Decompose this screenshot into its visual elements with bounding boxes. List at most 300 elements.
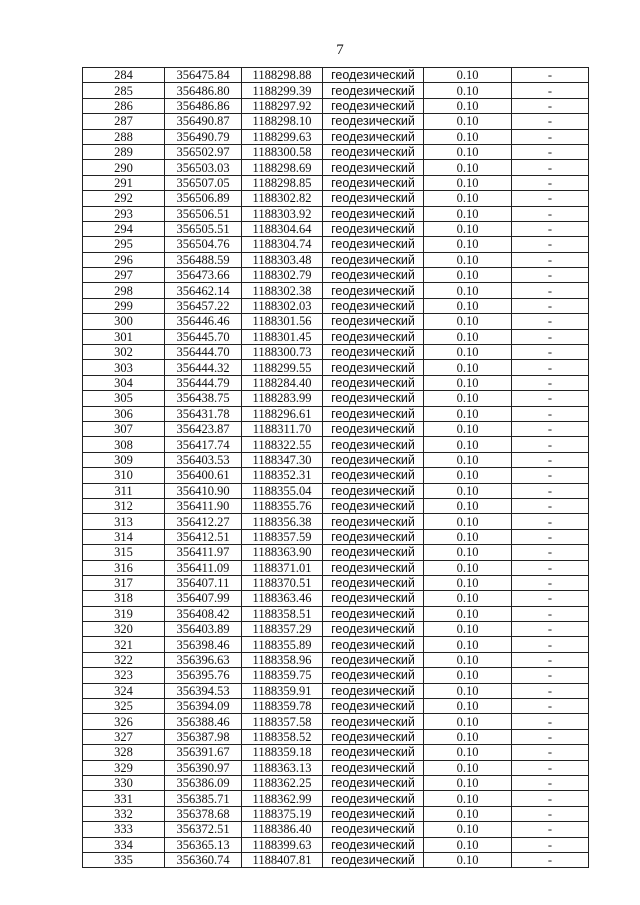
point-number-cell: 321 bbox=[83, 637, 165, 652]
precision-cell: 0.10 bbox=[424, 745, 512, 760]
point-number-cell: 296 bbox=[83, 252, 165, 267]
x-coordinate-cell: 356411.90 bbox=[165, 498, 242, 513]
point-number-cell: 284 bbox=[83, 68, 165, 83]
precision-cell: 0.10 bbox=[424, 498, 512, 513]
precision-cell: 0.10 bbox=[424, 699, 512, 714]
y-coordinate-cell: 1188357.29 bbox=[242, 622, 323, 637]
precision-cell: 0.10 bbox=[424, 837, 512, 852]
x-coordinate-cell: 356407.11 bbox=[165, 575, 242, 590]
y-coordinate-cell: 1188359.18 bbox=[242, 745, 323, 760]
description-cell: - bbox=[512, 221, 589, 236]
table-row bbox=[83, 314, 589, 329]
method-cell: геодезический bbox=[323, 391, 424, 406]
precision-cell: 0.10 bbox=[424, 760, 512, 775]
x-coordinate-cell: 356457.22 bbox=[165, 298, 242, 313]
table-row bbox=[83, 114, 589, 129]
x-coordinate-cell: 356378.68 bbox=[165, 806, 242, 821]
point-number-cell: 290 bbox=[83, 160, 165, 175]
x-coordinate-cell: 356431.78 bbox=[165, 406, 242, 421]
method-cell: геодезический bbox=[323, 699, 424, 714]
method-cell: геодезический bbox=[323, 175, 424, 190]
x-coordinate-cell: 356412.51 bbox=[165, 529, 242, 544]
table-row bbox=[83, 175, 589, 190]
description-cell: - bbox=[512, 345, 589, 360]
point-number-cell: 317 bbox=[83, 575, 165, 590]
method-cell: геодезический bbox=[323, 760, 424, 775]
x-coordinate-cell: 356506.89 bbox=[165, 191, 242, 206]
x-coordinate-cell: 356486.80 bbox=[165, 83, 242, 98]
x-coordinate-cell: 356396.63 bbox=[165, 652, 242, 667]
precision-cell: 0.10 bbox=[424, 237, 512, 252]
precision-cell: 0.10 bbox=[424, 483, 512, 498]
method-cell: геодезический bbox=[323, 637, 424, 652]
method-cell: геодезический bbox=[323, 575, 424, 590]
description-cell: - bbox=[512, 683, 589, 698]
precision-cell: 0.10 bbox=[424, 452, 512, 467]
point-number-cell: 293 bbox=[83, 206, 165, 221]
description-cell: - bbox=[512, 529, 589, 544]
point-number-cell: 325 bbox=[83, 699, 165, 714]
x-coordinate-cell: 356403.89 bbox=[165, 622, 242, 637]
x-coordinate-cell: 356462.14 bbox=[165, 283, 242, 298]
point-number-cell: 326 bbox=[83, 714, 165, 729]
y-coordinate-cell: 1188299.55 bbox=[242, 360, 323, 375]
method-cell: геодезический bbox=[323, 283, 424, 298]
point-number-cell: 311 bbox=[83, 483, 165, 498]
precision-cell: 0.10 bbox=[424, 668, 512, 683]
y-coordinate-cell: 1188347.30 bbox=[242, 452, 323, 467]
point-number-cell: 294 bbox=[83, 221, 165, 236]
description-cell: - bbox=[512, 791, 589, 806]
y-coordinate-cell: 1188358.51 bbox=[242, 606, 323, 621]
y-coordinate-cell: 1188359.78 bbox=[242, 699, 323, 714]
description-cell: - bbox=[512, 329, 589, 344]
method-cell: геодезический bbox=[323, 822, 424, 837]
method-cell: геодезический bbox=[323, 498, 424, 513]
precision-cell: 0.10 bbox=[424, 391, 512, 406]
point-number-cell: 331 bbox=[83, 791, 165, 806]
method-cell: геодезический bbox=[323, 406, 424, 421]
point-number-cell: 335 bbox=[83, 852, 165, 867]
method-cell: геодезический bbox=[323, 852, 424, 867]
point-number-cell: 301 bbox=[83, 329, 165, 344]
table-row bbox=[83, 391, 589, 406]
description-cell: - bbox=[512, 606, 589, 621]
y-coordinate-cell: 1188302.38 bbox=[242, 283, 323, 298]
table-row bbox=[83, 144, 589, 159]
method-cell: геодезический bbox=[323, 529, 424, 544]
table-row bbox=[83, 406, 589, 421]
y-coordinate-cell: 1188359.91 bbox=[242, 683, 323, 698]
method-cell: геодезический bbox=[323, 360, 424, 375]
precision-cell: 0.10 bbox=[424, 268, 512, 283]
point-number-cell: 291 bbox=[83, 175, 165, 190]
x-coordinate-cell: 356445.70 bbox=[165, 329, 242, 344]
method-cell: геодезический bbox=[323, 268, 424, 283]
x-coordinate-cell: 356394.53 bbox=[165, 683, 242, 698]
description-cell: - bbox=[512, 391, 589, 406]
x-coordinate-cell: 356372.51 bbox=[165, 822, 242, 837]
precision-cell: 0.10 bbox=[424, 68, 512, 83]
x-coordinate-cell: 356473.66 bbox=[165, 268, 242, 283]
table-row bbox=[83, 206, 589, 221]
description-cell: - bbox=[512, 237, 589, 252]
method-cell: геодезический bbox=[323, 622, 424, 637]
method-cell: геодезический bbox=[323, 160, 424, 175]
y-coordinate-cell: 1188355.89 bbox=[242, 637, 323, 652]
y-coordinate-cell: 1188352.31 bbox=[242, 468, 323, 483]
description-cell: - bbox=[512, 175, 589, 190]
description-cell: - bbox=[512, 129, 589, 144]
precision-cell: 0.10 bbox=[424, 160, 512, 175]
method-cell: геодезический bbox=[323, 345, 424, 360]
precision-cell: 0.10 bbox=[424, 714, 512, 729]
description-cell: - bbox=[512, 268, 589, 283]
description-cell: - bbox=[512, 421, 589, 436]
method-cell: геодезический bbox=[323, 468, 424, 483]
y-coordinate-cell: 1188300.73 bbox=[242, 345, 323, 360]
method-cell: геодезический bbox=[323, 252, 424, 267]
point-number-cell: 322 bbox=[83, 652, 165, 667]
table-row bbox=[83, 514, 589, 529]
table-row bbox=[83, 837, 589, 852]
precision-cell: 0.10 bbox=[424, 298, 512, 313]
description-cell: - bbox=[512, 514, 589, 529]
point-number-cell: 330 bbox=[83, 775, 165, 790]
method-cell: геодезический bbox=[323, 83, 424, 98]
precision-cell: 0.10 bbox=[424, 114, 512, 129]
description-cell: - bbox=[512, 375, 589, 390]
precision-cell: 0.10 bbox=[424, 468, 512, 483]
x-coordinate-cell: 356411.97 bbox=[165, 545, 242, 560]
description-cell: - bbox=[512, 483, 589, 498]
y-coordinate-cell: 1188358.52 bbox=[242, 729, 323, 744]
table-row bbox=[83, 560, 589, 575]
table-row bbox=[83, 760, 589, 775]
description-cell: - bbox=[512, 468, 589, 483]
y-coordinate-cell: 1188322.55 bbox=[242, 437, 323, 452]
point-number-cell: 328 bbox=[83, 745, 165, 760]
y-coordinate-cell: 1188371.01 bbox=[242, 560, 323, 575]
description-cell: - bbox=[512, 252, 589, 267]
point-number-cell: 303 bbox=[83, 360, 165, 375]
point-number-cell: 312 bbox=[83, 498, 165, 513]
x-coordinate-cell: 356475.84 bbox=[165, 68, 242, 83]
y-coordinate-cell: 1188357.59 bbox=[242, 529, 323, 544]
x-coordinate-cell: 356400.61 bbox=[165, 468, 242, 483]
table-row bbox=[83, 852, 589, 867]
method-cell: геодезический bbox=[323, 591, 424, 606]
x-coordinate-cell: 356403.53 bbox=[165, 452, 242, 467]
method-cell: геодезический bbox=[323, 452, 424, 467]
precision-cell: 0.10 bbox=[424, 622, 512, 637]
table-row bbox=[83, 775, 589, 790]
y-coordinate-cell: 1188375.19 bbox=[242, 806, 323, 821]
description-cell: - bbox=[512, 437, 589, 452]
description-cell: - bbox=[512, 806, 589, 821]
y-coordinate-cell: 1188363.46 bbox=[242, 591, 323, 606]
method-cell: геодезический bbox=[323, 237, 424, 252]
y-coordinate-cell: 1188302.03 bbox=[242, 298, 323, 313]
table-row bbox=[83, 421, 589, 436]
y-coordinate-cell: 1188370.51 bbox=[242, 575, 323, 590]
method-cell: геодезический bbox=[323, 114, 424, 129]
point-number-cell: 307 bbox=[83, 421, 165, 436]
table-row bbox=[83, 714, 589, 729]
point-number-cell: 324 bbox=[83, 683, 165, 698]
description-cell: - bbox=[512, 637, 589, 652]
y-coordinate-cell: 1188299.39 bbox=[242, 83, 323, 98]
x-coordinate-cell: 356444.32 bbox=[165, 360, 242, 375]
x-coordinate-cell: 356408.42 bbox=[165, 606, 242, 621]
method-cell: геодезический bbox=[323, 129, 424, 144]
y-coordinate-cell: 1188303.48 bbox=[242, 252, 323, 267]
table-row bbox=[83, 237, 589, 252]
point-number-cell: 306 bbox=[83, 406, 165, 421]
y-coordinate-cell: 1188298.69 bbox=[242, 160, 323, 175]
precision-cell: 0.10 bbox=[424, 206, 512, 221]
method-cell: геодезический bbox=[323, 144, 424, 159]
method-cell: геодезический bbox=[323, 329, 424, 344]
method-cell: геодезический bbox=[323, 560, 424, 575]
table-row bbox=[83, 591, 589, 606]
table-row bbox=[83, 652, 589, 667]
precision-cell: 0.10 bbox=[424, 144, 512, 159]
description-cell: - bbox=[512, 545, 589, 560]
point-number-cell: 320 bbox=[83, 622, 165, 637]
x-coordinate-cell: 356395.76 bbox=[165, 668, 242, 683]
description-cell: - bbox=[512, 406, 589, 421]
table-row bbox=[83, 545, 589, 560]
table-row bbox=[83, 745, 589, 760]
point-number-cell: 334 bbox=[83, 837, 165, 852]
precision-cell: 0.10 bbox=[424, 98, 512, 113]
point-number-cell: 329 bbox=[83, 760, 165, 775]
table-row bbox=[83, 83, 589, 98]
method-cell: геодезический bbox=[323, 714, 424, 729]
method-cell: геодезический bbox=[323, 483, 424, 498]
y-coordinate-cell: 1188298.10 bbox=[242, 114, 323, 129]
point-number-cell: 313 bbox=[83, 514, 165, 529]
method-cell: геодезический bbox=[323, 652, 424, 667]
point-number-cell: 319 bbox=[83, 606, 165, 621]
y-coordinate-cell: 1188407.81 bbox=[242, 852, 323, 867]
precision-cell: 0.10 bbox=[424, 806, 512, 821]
x-coordinate-cell: 356444.79 bbox=[165, 375, 242, 390]
x-coordinate-cell: 356488.59 bbox=[165, 252, 242, 267]
table-row bbox=[83, 699, 589, 714]
x-coordinate-cell: 356486.86 bbox=[165, 98, 242, 113]
table-row bbox=[83, 98, 589, 113]
table-row bbox=[83, 575, 589, 590]
description-cell: - bbox=[512, 729, 589, 744]
point-number-cell: 308 bbox=[83, 437, 165, 452]
precision-cell: 0.10 bbox=[424, 191, 512, 206]
precision-cell: 0.10 bbox=[424, 345, 512, 360]
y-coordinate-cell: 1188284.40 bbox=[242, 375, 323, 390]
table-row bbox=[83, 283, 589, 298]
precision-cell: 0.10 bbox=[424, 575, 512, 590]
precision-cell: 0.10 bbox=[424, 283, 512, 298]
precision-cell: 0.10 bbox=[424, 360, 512, 375]
description-cell: - bbox=[512, 206, 589, 221]
table-row bbox=[83, 252, 589, 267]
x-coordinate-cell: 356490.79 bbox=[165, 129, 242, 144]
precision-cell: 0.10 bbox=[424, 129, 512, 144]
point-number-cell: 286 bbox=[83, 98, 165, 113]
precision-cell: 0.10 bbox=[424, 83, 512, 98]
table-row bbox=[83, 822, 589, 837]
precision-cell: 0.10 bbox=[424, 421, 512, 436]
y-coordinate-cell: 1188298.88 bbox=[242, 68, 323, 83]
point-number-cell: 318 bbox=[83, 591, 165, 606]
y-coordinate-cell: 1188298.85 bbox=[242, 175, 323, 190]
precision-cell: 0.10 bbox=[424, 852, 512, 867]
precision-cell: 0.10 bbox=[424, 375, 512, 390]
table-row bbox=[83, 298, 589, 313]
table-row bbox=[83, 498, 589, 513]
method-cell: геодезический bbox=[323, 298, 424, 313]
method-cell: геодезический bbox=[323, 221, 424, 236]
table-row bbox=[83, 791, 589, 806]
method-cell: геодезический bbox=[323, 791, 424, 806]
point-number-cell: 288 bbox=[83, 129, 165, 144]
y-coordinate-cell: 1188357.58 bbox=[242, 714, 323, 729]
y-coordinate-cell: 1188302.82 bbox=[242, 191, 323, 206]
x-coordinate-cell: 356502.97 bbox=[165, 144, 242, 159]
precision-cell: 0.10 bbox=[424, 221, 512, 236]
table-row bbox=[83, 637, 589, 652]
y-coordinate-cell: 1188304.74 bbox=[242, 237, 323, 252]
precision-cell: 0.10 bbox=[424, 652, 512, 667]
point-number-cell: 314 bbox=[83, 529, 165, 544]
y-coordinate-cell: 1188311.70 bbox=[242, 421, 323, 436]
y-coordinate-cell: 1188355.76 bbox=[242, 498, 323, 513]
description-cell: - bbox=[512, 591, 589, 606]
point-number-cell: 305 bbox=[83, 391, 165, 406]
method-cell: геодезический bbox=[323, 514, 424, 529]
precision-cell: 0.10 bbox=[424, 822, 512, 837]
point-number-cell: 295 bbox=[83, 237, 165, 252]
table-row bbox=[83, 468, 589, 483]
precision-cell: 0.10 bbox=[424, 637, 512, 652]
x-coordinate-cell: 356391.67 bbox=[165, 745, 242, 760]
y-coordinate-cell: 1188363.13 bbox=[242, 760, 323, 775]
description-cell: - bbox=[512, 775, 589, 790]
precision-cell: 0.10 bbox=[424, 406, 512, 421]
x-coordinate-cell: 356410.90 bbox=[165, 483, 242, 498]
y-coordinate-cell: 1188299.63 bbox=[242, 129, 323, 144]
description-cell: - bbox=[512, 699, 589, 714]
y-coordinate-cell: 1188386.40 bbox=[242, 822, 323, 837]
x-coordinate-cell: 356388.46 bbox=[165, 714, 242, 729]
description-cell: - bbox=[512, 191, 589, 206]
method-cell: геодезический bbox=[323, 206, 424, 221]
table-row bbox=[83, 483, 589, 498]
table-row bbox=[83, 129, 589, 144]
precision-cell: 0.10 bbox=[424, 591, 512, 606]
y-coordinate-cell: 1188358.96 bbox=[242, 652, 323, 667]
y-coordinate-cell: 1188300.58 bbox=[242, 144, 323, 159]
description-cell: - bbox=[512, 160, 589, 175]
x-coordinate-cell: 356490.87 bbox=[165, 114, 242, 129]
point-number-cell: 323 bbox=[83, 668, 165, 683]
x-coordinate-cell: 356504.76 bbox=[165, 237, 242, 252]
precision-cell: 0.10 bbox=[424, 606, 512, 621]
y-coordinate-cell: 1188303.92 bbox=[242, 206, 323, 221]
method-cell: геодезический bbox=[323, 606, 424, 621]
x-coordinate-cell: 356444.70 bbox=[165, 345, 242, 360]
point-number-cell: 304 bbox=[83, 375, 165, 390]
table-row bbox=[83, 329, 589, 344]
precision-cell: 0.10 bbox=[424, 252, 512, 267]
description-cell: - bbox=[512, 283, 589, 298]
point-number-cell: 315 bbox=[83, 545, 165, 560]
point-number-cell: 310 bbox=[83, 468, 165, 483]
description-cell: - bbox=[512, 314, 589, 329]
description-cell: - bbox=[512, 144, 589, 159]
y-coordinate-cell: 1188356.38 bbox=[242, 514, 323, 529]
precision-cell: 0.10 bbox=[424, 791, 512, 806]
x-coordinate-cell: 356390.97 bbox=[165, 760, 242, 775]
description-cell: - bbox=[512, 68, 589, 83]
method-cell: геодезический bbox=[323, 314, 424, 329]
description-cell: - bbox=[512, 98, 589, 113]
description-cell: - bbox=[512, 622, 589, 637]
table-row bbox=[83, 68, 589, 83]
precision-cell: 0.10 bbox=[424, 437, 512, 452]
y-coordinate-cell: 1188297.92 bbox=[242, 98, 323, 113]
method-cell: геодезический bbox=[323, 683, 424, 698]
y-coordinate-cell: 1188359.75 bbox=[242, 668, 323, 683]
method-cell: геодезический bbox=[323, 437, 424, 452]
description-cell: - bbox=[512, 83, 589, 98]
coordinates-table-body bbox=[83, 68, 589, 868]
table-row bbox=[83, 729, 589, 744]
y-coordinate-cell: 1188301.56 bbox=[242, 314, 323, 329]
table-row bbox=[83, 221, 589, 236]
y-coordinate-cell: 1188355.04 bbox=[242, 483, 323, 498]
table-row bbox=[83, 437, 589, 452]
x-coordinate-cell: 356507.05 bbox=[165, 175, 242, 190]
method-cell: геодезический bbox=[323, 191, 424, 206]
table-row bbox=[83, 606, 589, 621]
description-cell: - bbox=[512, 760, 589, 775]
description-cell: - bbox=[512, 360, 589, 375]
x-coordinate-cell: 356438.75 bbox=[165, 391, 242, 406]
precision-cell: 0.10 bbox=[424, 560, 512, 575]
y-coordinate-cell: 1188304.64 bbox=[242, 221, 323, 236]
precision-cell: 0.10 bbox=[424, 329, 512, 344]
method-cell: геодезический bbox=[323, 68, 424, 83]
description-cell: - bbox=[512, 575, 589, 590]
table-row bbox=[83, 360, 589, 375]
method-cell: геодезический bbox=[323, 745, 424, 760]
point-number-cell: 333 bbox=[83, 822, 165, 837]
method-cell: геодезический bbox=[323, 545, 424, 560]
point-number-cell: 285 bbox=[83, 83, 165, 98]
table-row bbox=[83, 668, 589, 683]
method-cell: геодезический bbox=[323, 806, 424, 821]
x-coordinate-cell: 356503.03 bbox=[165, 160, 242, 175]
point-number-cell: 302 bbox=[83, 345, 165, 360]
description-cell: - bbox=[512, 837, 589, 852]
x-coordinate-cell: 356505.51 bbox=[165, 221, 242, 236]
method-cell: геодезический bbox=[323, 837, 424, 852]
method-cell: геодезический bbox=[323, 668, 424, 683]
y-coordinate-cell: 1188296.61 bbox=[242, 406, 323, 421]
table-row bbox=[83, 622, 589, 637]
